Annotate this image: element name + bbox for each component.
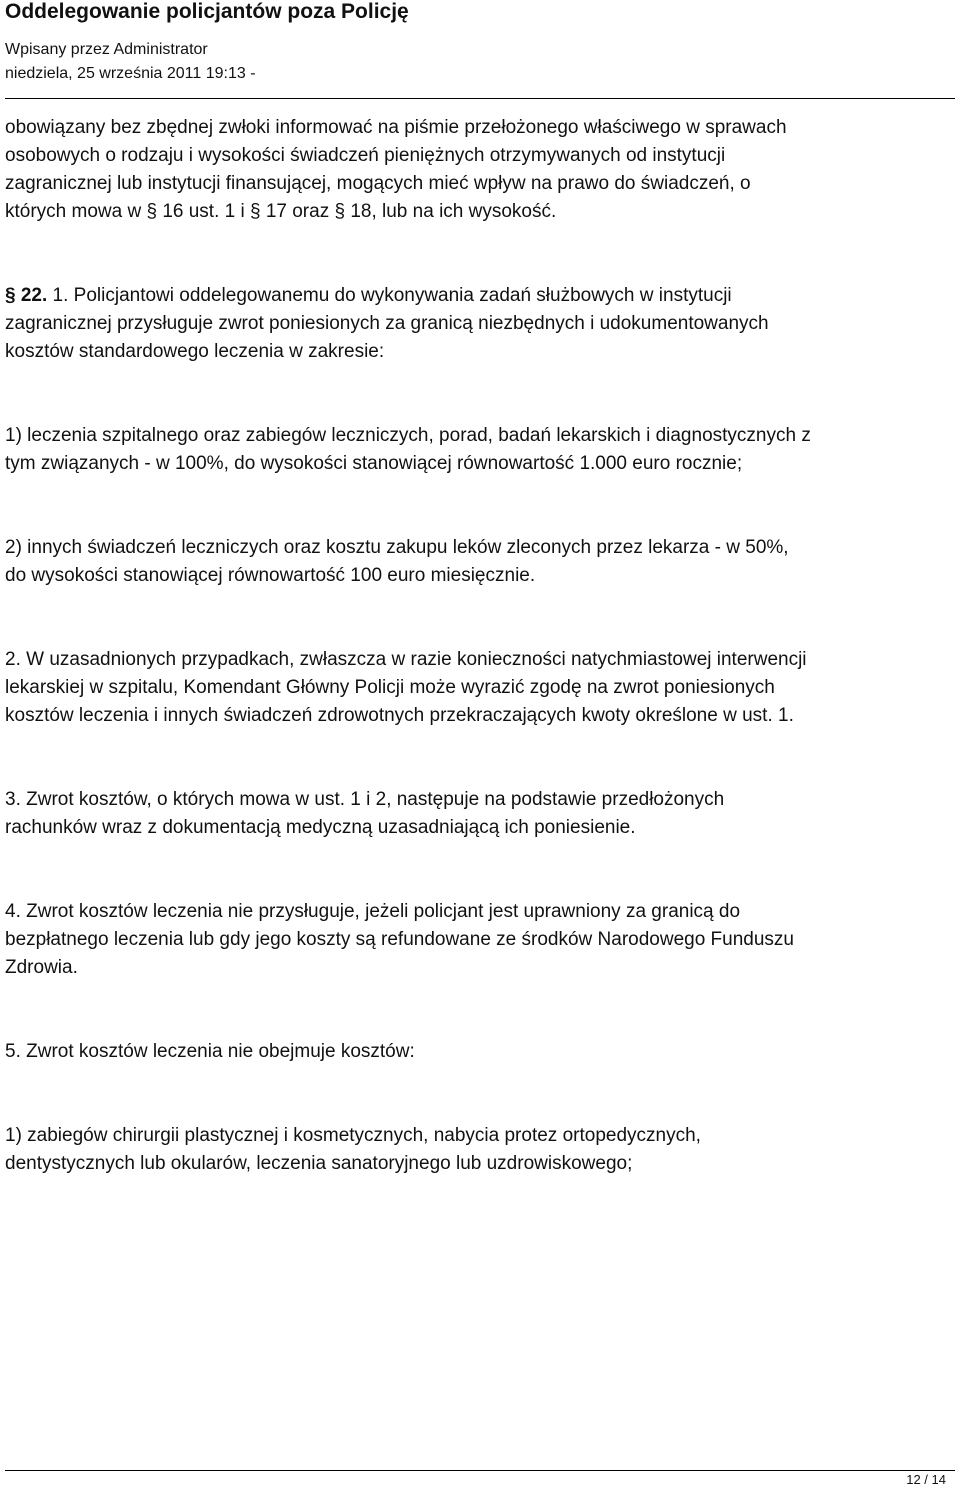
paragraph-section-22 bbox=[5, 282, 955, 366]
paragraph-spacer bbox=[5, 1066, 955, 1122]
paragraph-reporting-obligation: obowiązany bez zbędnej zwłoki informować na piśmie przełożonego właściwego w sprawach osobowych o rodzaju i wysokości świadczeń pieniężnych otrzymywanych od instytucji zagranicznej lub instytucji finansującej, mogących mieć wpływ na prawo do świadczeń, o których mowa w § 16 ust. 1 i § 17 oraz § 18, lub na ich wysokość. bbox=[5, 117, 787, 222]
footer-divider bbox=[5, 1470, 955, 1471]
author-line: Wpisany przez Administrator bbox=[5, 41, 208, 58]
paragraph-ust-2: 2. W uzasadnionych przypadkach, zwłaszcza w razie konieczności natychmiastowej interwencji lekarskiej w szpitalu, Komendant Główny Policji może wyrazić zgodę na zwrot poniesionych kosztów leczenia i innych świadczeń zdrowotnych przekraczających kwoty określone w ust. 1. bbox=[5, 649, 807, 726]
paragraph-spacer bbox=[5, 478, 955, 534]
header-divider bbox=[5, 98, 955, 99]
page-number: 12 / 14 bbox=[906, 1472, 946, 1487]
document-title: Oddelegowanie policjantów poza Policję bbox=[5, 0, 409, 23]
paragraph-spacer bbox=[5, 730, 955, 786]
document-body bbox=[5, 114, 955, 1178]
date-line: niedziela, 25 września 2011 19:13 - bbox=[5, 65, 256, 82]
paragraph-spacer bbox=[5, 842, 955, 898]
paragraph-spacer bbox=[5, 226, 955, 282]
paragraph-point-2-other: 2) innych świadczeń leczniczych oraz kosztu zakupu leków zleconych przez lekarza - w 50%, do wysokości stanowiącej równowartość 100 euro miesięcznie. bbox=[5, 537, 789, 586]
section-22-text: 1. Policjantowi oddelegowanemu do wykonywania zadań służbowych w instytucji zagranicznej przysługuje zwrot poniesionych za granicą niezbędnych i udokumentowanych kosztów standardowego leczenia w zakresie: bbox=[5, 285, 769, 362]
paragraph-exclusion-1: 1) zabiegów chirurgii plastycznej i kosmetycznych, nabycia protez ortopedycznych, dentystycznych lub okularów, leczenia sanatoryjnego lub uzdrowiskowego; bbox=[5, 1125, 701, 1174]
paragraph-spacer bbox=[5, 590, 955, 646]
paragraph-ust-5: 5. Zwrot kosztów leczenia nie obejmuje kosztów: bbox=[5, 1041, 415, 1062]
document-header bbox=[5, 0, 955, 86]
paragraph-ust-3: 3. Zwrot kosztów, o których mowa w ust. 1 i 2, następuje na podstawie przedłożonych rachunków wraz z dokumentacją medyczną uzasadniającą ich poniesienie. bbox=[5, 789, 725, 838]
paragraph-point-1-hospital: 1) leczenia szpitalnego oraz zabiegów leczniczych, porad, badań lekarskich i diagnostycznych z tym związanych - w 100%, do wysokości stanowiącej równowartość 1.000 euro rocznie; bbox=[5, 425, 811, 474]
paragraph-spacer bbox=[5, 366, 955, 422]
paragraph-ust-4: 4. Zwrot kosztów leczenia nie przysługuje, jeżeli policjant jest uprawniony za granicą do bezpłatnego leczenia lub gdy jego koszty są refundowane ze środków Narodowego Funduszu Zdrowia. bbox=[5, 901, 794, 978]
section-number: § 22. bbox=[5, 285, 48, 306]
paragraph-spacer bbox=[5, 982, 955, 1038]
